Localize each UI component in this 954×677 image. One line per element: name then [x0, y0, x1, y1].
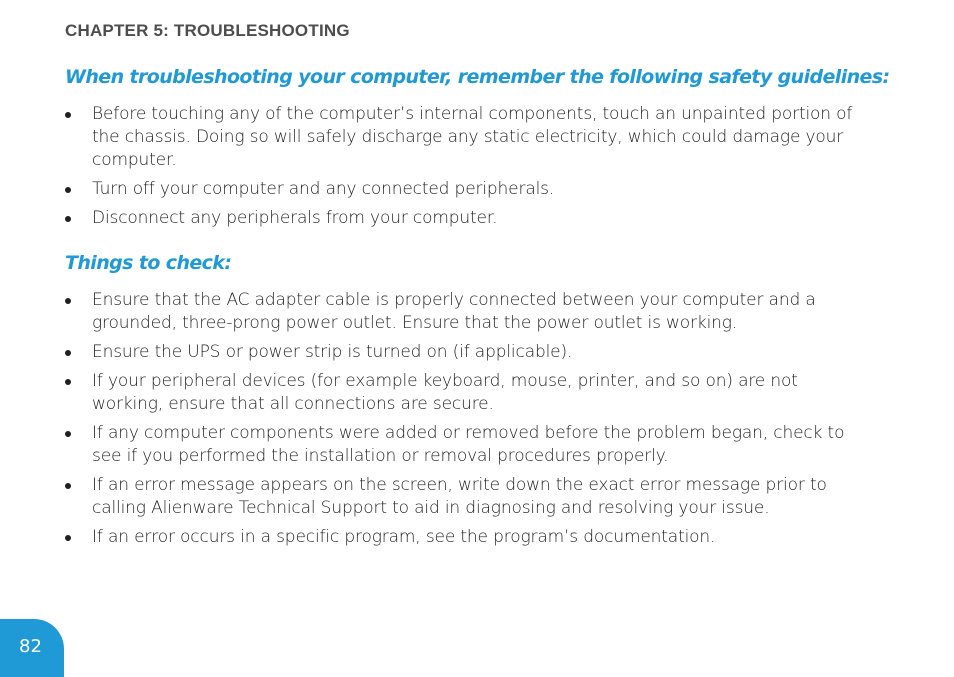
list-item [65, 289, 855, 335]
page-number-tab [0, 619, 64, 677]
list-item [65, 422, 855, 468]
bullet-icon [65, 535, 71, 541]
list-item-text: Turn off your computer and any connected peripherals. [92, 179, 555, 199]
bullet-icon [65, 216, 71, 222]
bullet-icon [65, 112, 71, 118]
bullet-icon [65, 483, 71, 489]
bullet-icon [65, 298, 71, 304]
list-item-text: If an error occurs in a specific program, see the program’s documentation. [92, 527, 716, 547]
list-item-text: If your peripheral devices (for example keyboard, mouse, printer, and so on) are not working, ensure that all connections are secure. [92, 371, 798, 414]
things-to-check-heading: Things to check: [65, 252, 232, 274]
bullet-icon [65, 431, 71, 437]
safety-guidelines-heading: When troubleshooting your computer, remember the following safety guidelines: [65, 66, 890, 88]
list-item [65, 474, 855, 520]
list-item-text: If any computer components were added or removed before the problem began, check to see if you performed the installation or removal procedures properly. [92, 423, 845, 466]
list-item [65, 370, 855, 416]
bullet-icon [65, 187, 71, 193]
safety-guidelines-list [65, 103, 855, 236]
things-to-check-list [65, 289, 855, 555]
list-item [65, 207, 855, 230]
list-item [65, 341, 855, 364]
list-item [65, 103, 855, 172]
bullet-icon [65, 350, 71, 356]
list-item-text: Ensure that the AC adapter cable is properly connected between your computer and a grounded, three-prong power outlet. Ensure that the power outlet is working. [92, 290, 816, 333]
bullet-icon [65, 379, 71, 385]
list-item-text: If an error message appears on the screen, write down the exact error message prior to calling Alienware Technical Support to aid in diagnosing and resolving your issue. [92, 475, 827, 518]
list-item [65, 178, 855, 201]
list-item [65, 526, 855, 549]
chapter-title: CHAPTER 5: TROUBLESHOOTING [65, 21, 350, 40]
list-item-text: Disconnect any peripherals from your computer. [92, 208, 498, 228]
page-number: 82 [19, 636, 42, 657]
list-item-text: Before touching any of the computer’s internal components, touch an unpainted portion of the chassis. Doing so will safely discharge any static electricity, which could damage your computer. [92, 104, 853, 170]
list-item-text: Ensure the UPS or power strip is turned on (if applicable). [92, 342, 573, 362]
